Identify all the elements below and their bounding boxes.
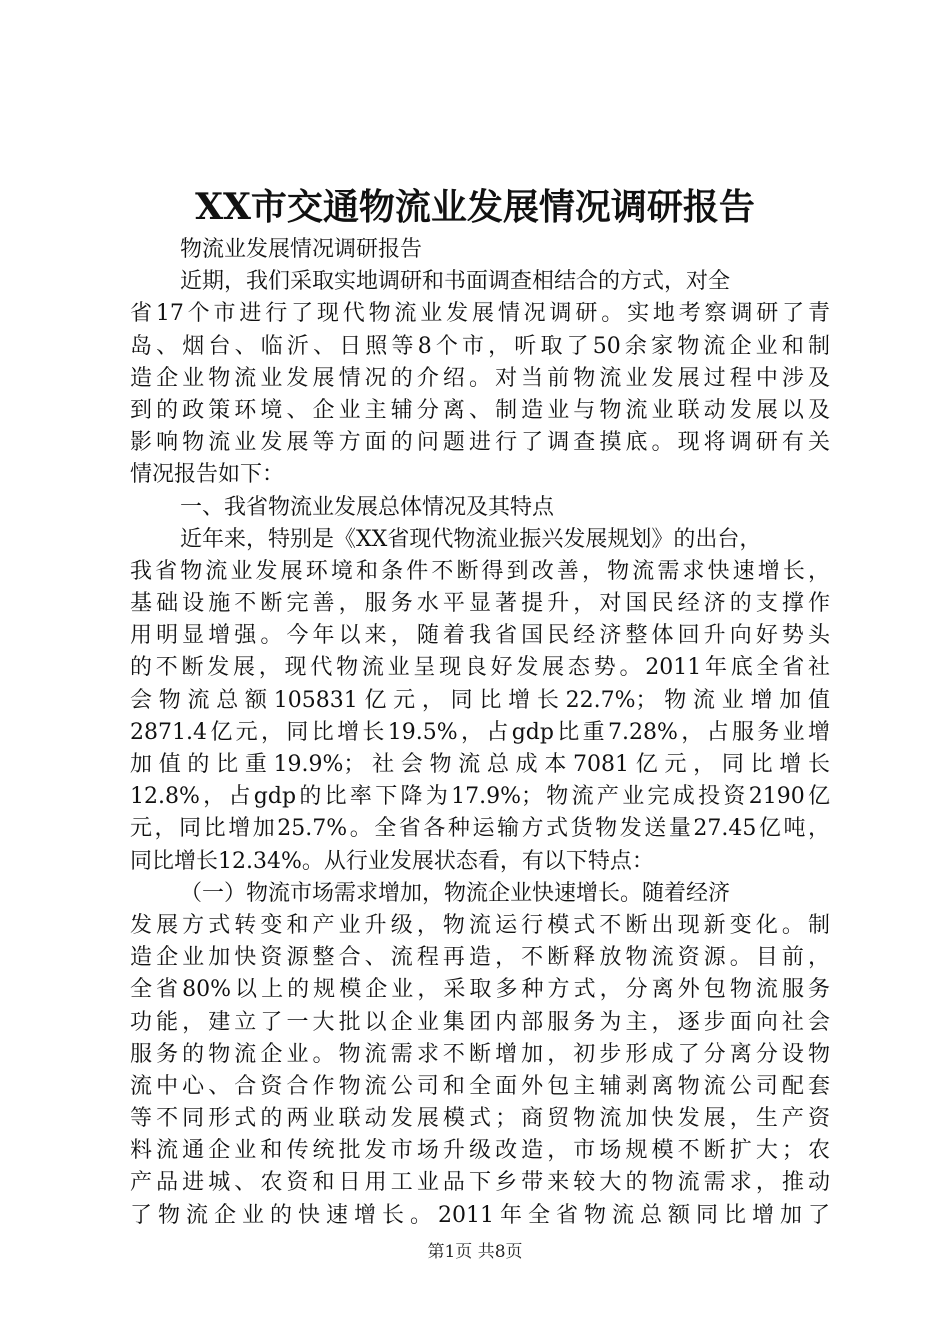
text-line: 一、我省物流业发展总体情况及其特点 — [180, 494, 555, 520]
document-title: XX市交通物流业发展情况调研报告 — [195, 186, 755, 228]
text-line: 等不同形式的两业联动发展模式；商贸物流加快发展，生产资 — [130, 1106, 830, 1132]
text-line: 近年来，特别是《XX省现代物流业振兴发展规划》的出台， — [180, 526, 762, 552]
text-line: 近期，我们采取实地调研和书面调查相结合的方式，对全 — [180, 269, 731, 295]
text-line: （一）物流市场需求增加，物流企业快速增长。随着经济 — [180, 880, 731, 906]
text-line: 到的政策环境、企业主辅分离、制造业与物流业联动发展以及 — [130, 397, 830, 423]
text-line: 料流通企业和传统批发市场升级改造，市场规模不断扩大；农 — [130, 1138, 830, 1164]
text-line: 的不断发展，现代物流业呈现良好发展态势。2011年底全省社 — [130, 655, 830, 681]
text-line: 加值的比重19.9%；社会物流总成本7081亿元，同比增长 — [130, 752, 830, 777]
text-line: 了物流企业的快速增长。2011年全省物流总额同比增加了 — [130, 1202, 830, 1228]
text-line: 服务的物流企业。物流需求不断增加，初步形成了分离分设物 — [130, 1041, 830, 1067]
text-line: 流中心、合资合作物流公司和全面外包主辅剥离物流公司配套 — [130, 1073, 830, 1099]
text-line: 物流业发展情况调研报告 — [180, 237, 423, 262]
text-line: 发展方式转变和产业升级，物流运行模式不断出现新变化。制 — [130, 912, 830, 938]
text-line: 12.8%，占gdp的比率下降为17.9%；物流产业完成投资2190亿 — [130, 784, 830, 810]
text-line: 造企业物流业发展情况的介绍。对当前物流业发展过程中涉及 — [130, 365, 830, 391]
page-footer: 第1页 共8页 — [427, 1242, 523, 1262]
text-line: 基础设施不断完善，服务水平显著提升，对国民经济的支撑作 — [130, 591, 830, 617]
text-line: 影响物流业发展等方面的问题进行了调查摸底。现将调研有关 — [130, 430, 830, 456]
text-line: 造企业加快资源整合、流程再造，不断释放物流资源。目前， — [130, 945, 830, 971]
text-line: 2871.4亿元，同比增长19.5%，占gdp比重7.28%，占服务业增 — [130, 719, 830, 745]
text-line: 全省80%以上的规模企业，采取多种方式，分离外包物流服务 — [130, 977, 830, 1003]
text-line: 岛、烟台、临沂、日照等8个市，听取了50余家物流企业和制 — [130, 333, 830, 359]
text-line: 同比增长12.34%。从行业发展状态看，有以下特点： — [130, 848, 654, 874]
text-line: 情况报告如下： — [130, 462, 285, 488]
text-line: 会物流总额105831亿元，同比增长22.7%；物流业增加值 — [130, 687, 830, 713]
text-line: 用明显增强。今年以来，随着我省国民经济整体回升向好势头 — [130, 623, 830, 649]
text-line: 元，同比增加25.7%。全省各种运输方式货物发送量27.45亿吨， — [130, 816, 830, 842]
document-body — [130, 234, 830, 1232]
text-line: 功能，建立了一大批以企业集团内部服务为主，逐步面向社会 — [130, 1009, 830, 1035]
text-line: 我省物流业发展环境和条件不断得到改善，物流需求快速增长， — [130, 558, 830, 584]
text-line: 产品进城、农资和日用工业品下乡带来较大的物流需求，推动 — [130, 1170, 830, 1196]
text-line: 省17个市进行了现代物流业发展情况调研。实地考察调研了青 — [130, 301, 830, 327]
